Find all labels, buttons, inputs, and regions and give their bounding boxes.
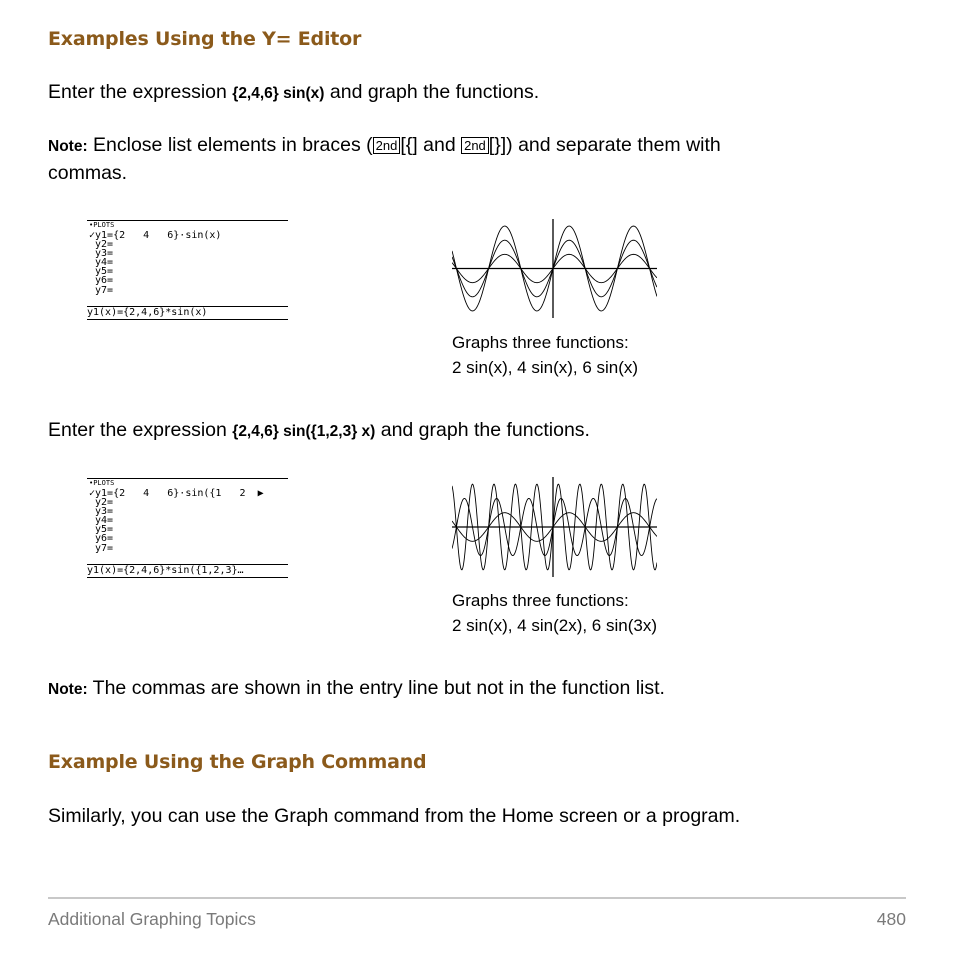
note-text: commas.	[48, 162, 128, 184]
note-text: ) and separate them with	[506, 134, 721, 156]
note-label: Note:	[48, 138, 88, 155]
screen-top-rule	[87, 220, 288, 221]
entry-line: y1(x)={2,4,6}*sin(x)	[87, 307, 208, 318]
footer-rule	[48, 897, 906, 899]
calculator-screen-y-editor-1	[87, 220, 288, 321]
function-line: y2=	[89, 497, 114, 508]
function-line: y6=	[89, 533, 114, 544]
graph-three-sines-1	[452, 219, 657, 318]
function-line: y7=	[89, 543, 114, 554]
paragraph-text: Enter the expression	[48, 81, 233, 103]
note-commas	[48, 675, 665, 703]
plots-header: •PLOTS	[89, 221, 115, 229]
caption-line: 2 sin(x), 4 sin(2x), 6 sin(3x)	[452, 616, 657, 635]
function-line: y4=	[89, 257, 114, 268]
function-line: y5=	[89, 266, 114, 277]
page-number: 480	[876, 909, 906, 929]
paragraph-expression-1	[48, 79, 539, 107]
function-line: y7=	[89, 285, 114, 296]
function-line: y4=	[89, 515, 114, 526]
caption-line: Graphs three functions:	[452, 333, 629, 352]
function-line: y5=	[89, 524, 114, 535]
calculator-screen-y-editor-2	[87, 478, 288, 579]
section-heading-graph-command: Example Using the Graph Command	[48, 751, 427, 773]
footer-chapter-title: Additional Graphing Topics	[48, 909, 256, 929]
plots-header: •PLOTS	[89, 479, 115, 487]
function-line: ✓y1={2 4 6}·sin(x)	[89, 230, 222, 241]
key-2nd-icon: 2nd	[373, 137, 401, 154]
function-line: y6=	[89, 275, 114, 286]
screen-bottom-rule	[87, 319, 288, 320]
expression-code: {2,4,6} sin(x)	[232, 85, 325, 102]
section-heading-y-editor: Examples Using the Y= Editor	[48, 28, 362, 50]
note-text: The commas are shown in the entry line but not in the function list.	[87, 677, 665, 699]
screen-bottom-rule	[87, 577, 288, 578]
function-line: y3=	[89, 506, 114, 517]
caption-line: 2 sin(x), 4 sin(x), 6 sin(x)	[452, 358, 639, 377]
graph-caption-2	[452, 588, 657, 638]
key-open-brace: [{]	[400, 134, 418, 156]
caption-line: Graphs three functions:	[452, 591, 629, 610]
key-2nd-icon: 2nd	[461, 137, 489, 154]
function-line: y2=	[89, 239, 114, 250]
entry-line: y1(x)={2,4,6}*sin({1,2,3}…	[87, 565, 244, 576]
graph-three-sines-2	[452, 477, 657, 577]
note-text: and	[417, 134, 462, 156]
paragraph-text: and graph the functions.	[375, 419, 590, 441]
paragraph-expression-2	[48, 417, 590, 445]
expression-code: {2,4,6} sin({1,2,3} x)	[232, 423, 376, 440]
paragraph-text: and graph the functions.	[324, 81, 540, 103]
key-close-brace: [}]	[488, 134, 507, 156]
paragraph-text: Enter the expression	[48, 419, 233, 441]
paragraph-graph-command: Similarly, you can use the Graph command from the Home screen or a program.	[48, 805, 741, 827]
note-text: Enclose list elements in braces (	[87, 134, 373, 156]
graph-caption-1	[452, 330, 638, 380]
screen-top-rule	[87, 478, 288, 479]
function-line: ✓y1={2 4 6}·sin({1 2 ▶	[89, 488, 264, 499]
note-label: Note:	[48, 681, 88, 698]
note-braces	[48, 132, 888, 186]
function-line: y3=	[89, 248, 114, 259]
